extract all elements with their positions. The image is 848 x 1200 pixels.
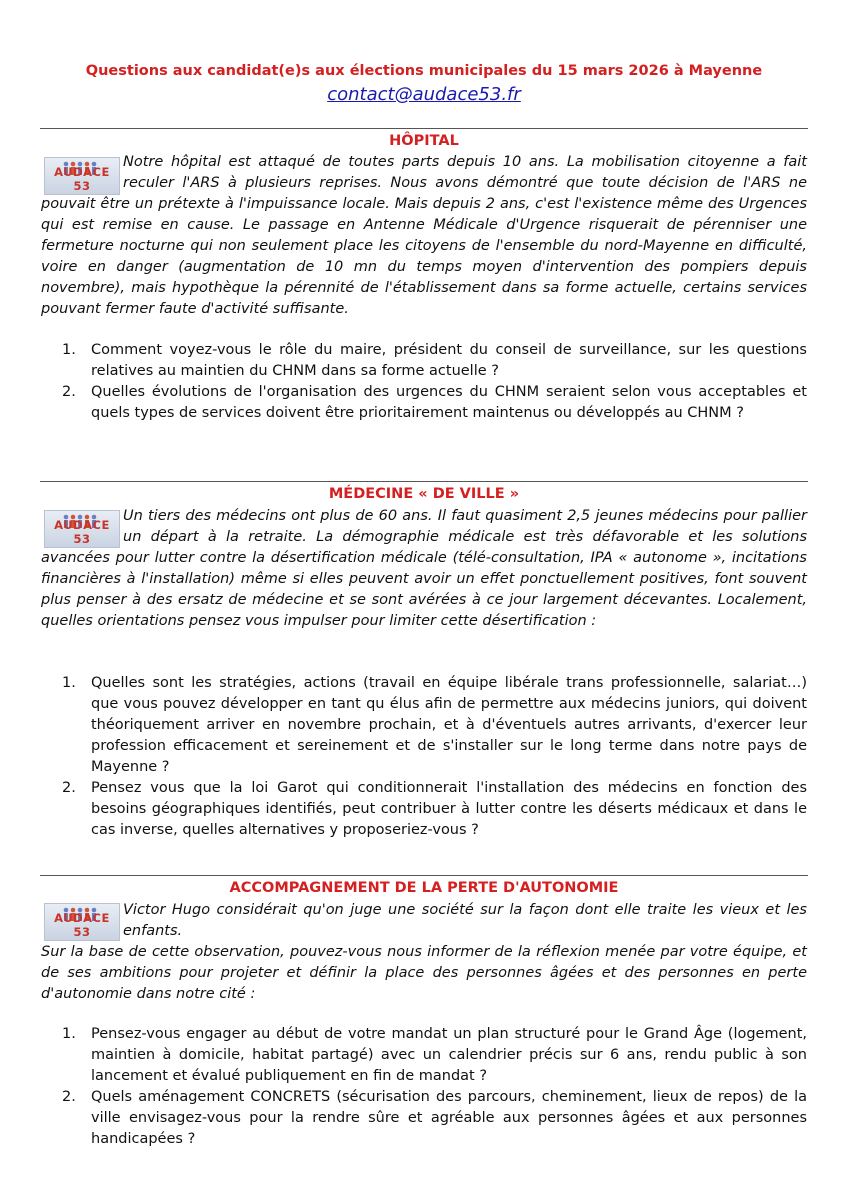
- question-text: Pensez vous que la loi Garot qui conditionnerait l'installation des médecins en fonction des besoins géographiques identifiés, peut contribuer à lutter contre les déserts médicaux et dans le cas inverse, quelles alternatives y proposeriez-vous ?: [91, 780, 807, 838]
- list-item: [62, 1087, 807, 1150]
- section-intro: [41, 900, 807, 942]
- section-title-hopital: HÔPITAL: [389, 133, 459, 149]
- contact-email-link[interactable]: contact@audace53.fr: [327, 84, 521, 105]
- list-number: 2.: [62, 1089, 76, 1105]
- list-number: 1.: [62, 342, 76, 358]
- list-item: [62, 673, 807, 778]
- section-divider: [40, 875, 808, 876]
- section-intro-text: Notre hôpital est attaqué de toutes parts depuis 10 ans. La mobilisation citoyenne a fait reculer l'ARS à plusieurs reprises. Nous avons démontré que toute décision de l'ARS ne pouvait être un prétexte à l'impuissance locale. Mais depuis 2 ans, c'est l'existence même des Urgences qui est remise en cause. Le passage en Antenne Médicale d'Urgence risquerait de pérenniser une fermeture nocturne qui non seulement place les citoyens de l'ensemble du nord-Mayenne en difficulté, voire en danger (augmentation de 10 mn du temps moyen d'intervention des pompiers depuis novembre), mais hypothèque la pérennité de l'établissement dans sa forme actuelle, certains services pouvant fermer faute d'activité suffisante.: [41, 154, 807, 317]
- section-intro: [41, 506, 807, 632]
- list-item: [62, 778, 807, 841]
- list-number: 2.: [62, 384, 76, 400]
- question-text: Quelles évolutions de l'organisation des urgences du CHNM seraient selon vous acceptables et quels types de services doivent être prioritairement maintenus ou développés au CHNM ?: [91, 384, 807, 421]
- section-intro-text: Un tiers des médecins ont plus de 60 ans. Il faut quasiment 2,5 jeunes médecins pour pallier un départ à la retraite. La démographie médicale est très défavorable et les solutions avancées pour lutter contre la désertification médicale (télé-consultation, IPA « autonome », incitations financières à l'installation) même si elles peuvent avoir un effet ponctuellement positives, font souvent plus penser à des ersatz de médecine et se sont avérées à ce jour largement décevantes. Localement, quelles orientations pensez vous impulser pour limiter cette désertification :: [41, 508, 807, 629]
- question-text: Quels aménagement CONCRETS (sécurisation des parcours, cheminement, lieux de repos) de la ville envisagez-vous pour la rendre sûre et agréable aux personnes âgées et aux personnes handicapées ?: [91, 1089, 807, 1147]
- question-list: [62, 1024, 807, 1150]
- section-intro-continued: Sur la base de cette observation, pouvez-vous nous informer de la réflexion menée par votre équipe, et de ses ambitions pour projeter et définir la place des personnes âgées et des personnes en perte d'autonomie dans notre cité :: [41, 944, 807, 1002]
- question-text: Comment voyez-vous le rôle du maire, président du conseil de surveillance, sur les questions relatives au maintien du CHNM dans sa forme actuelle ?: [91, 342, 807, 379]
- logo-text: AUDACE 53: [54, 165, 110, 193]
- list-item: [62, 340, 807, 382]
- question-list: [62, 673, 807, 841]
- list-item: [62, 1024, 807, 1087]
- question-text: Pensez-vous engager au début de votre mandat un plan structuré pour le Grand Âge (logement, maintien à domicile, habitat partagé) avec un calendrier précis sur 6 ans, rendu public à son lancement et évalué publiquement en fin de mandat ?: [91, 1026, 807, 1084]
- logo-text: AUDACE 53: [54, 518, 110, 546]
- list-number: 1.: [62, 675, 76, 691]
- section-divider: [40, 128, 808, 129]
- section-divider: [40, 481, 808, 482]
- list-item: [62, 382, 807, 424]
- question-list: [62, 340, 807, 424]
- question-text: Quelles sont les stratégies, actions (travail en équipe libérale trans professionnelle, salariat…) que vous pouvez développer en tant qu élus afin de permettre aux médecins juniors, qui doivent théoriquement arriver en novembre prochain, et à d'éventuels autres arrivants, d'exercer leur profession efficacement et sereinement et de s'installer sur le long terme dans notre pays de Mayenne ?: [91, 675, 807, 775]
- section-title-autonomie: ACCOMPAGNEMENT DE LA PERTE D'AUTONOMIE: [229, 880, 619, 896]
- list-number: 2.: [62, 780, 76, 796]
- document-title: Questions aux candidat(e)s aux élections municipales du 15 mars 2026 à Mayenne: [85, 63, 763, 79]
- section-intro-text: Victor Hugo considérait qu'on juge une société sur la façon dont elle traite les vieux et les enfants.: [123, 902, 807, 939]
- list-number: 1.: [62, 1026, 76, 1042]
- logo-text: AUDACE 53: [54, 911, 110, 939]
- section-intro: [41, 152, 807, 320]
- section-title-medecine: MÉDECINE « DE VILLE »: [328, 486, 520, 502]
